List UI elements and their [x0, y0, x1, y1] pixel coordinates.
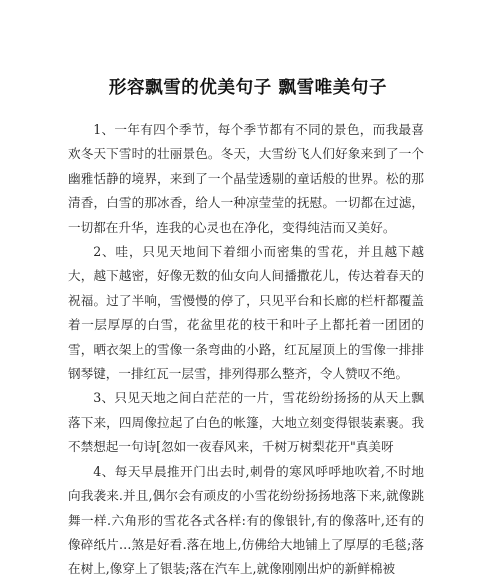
paragraph-1: 1、一年有四个季节，每个季节都有不同的景色，而我最喜欢冬天下雪时的壮丽景色。冬天，大雪纷飞人们好象来到了一个幽雅恬静的境界，来到了一个晶莹透剔的童话般的世界。松的那清香，白雪的那冰香，给人一种凉莹莹的抚慰。一切都在过滤，一切都在升华，连我的心灵也在净化，变得纯洁而又美好。 [68, 122, 424, 235]
document-body [68, 118, 424, 582]
document-title: 形容飘雪的优美句子 飘雪唯美句子 [108, 78, 388, 98]
paragraph-2: 2、哇，只见天地间下着细小而密集的雪花，并且越下越大，越下越密，好像无数的仙女向人间播撒花儿，传达着春天的祝福。过了半响，雪慢慢的停了，只见平台和长廊的栏杆都覆盖着一层厚厚的白雪，花盆里花的枝干和叶子上都托着一团团的雪，晒衣架上的雪像一条弯曲的小路，红瓦屋顶上的雪像一排排钢琴键，一排红瓦一层雪，排列得那么整齐，令人赞叹不绝。 [68, 244, 424, 382]
paragraph-4: 4、每天早晨推开门出去时,刺骨的寒风呼呼地吹着,不时地向我袭来.并且,偶尔会有顽皮的小雪花纷纷扬扬地落下来,就像跳舞一样.六角形的雪花各式各样:有的像银针,有的像落叶,还有的像碎纸片…煞是好看.落在地上,仿佛给大地铺上了厚厚的毛毯;落在树上,像穿上了银装;落在汽车上,就像刚刚出炉的新鲜棉被 [68, 463, 424, 577]
paragraph-3: 3、只见天地之间白茫茫的一片，雪花纷纷扬扬的从天上飘落下来，四周像拉起了白色的帐篷，大地立刻变得银装素裹。我不禁想起一句诗[忽如一夜春风来，千树万树梨花开"真美呀 [68, 390, 424, 455]
